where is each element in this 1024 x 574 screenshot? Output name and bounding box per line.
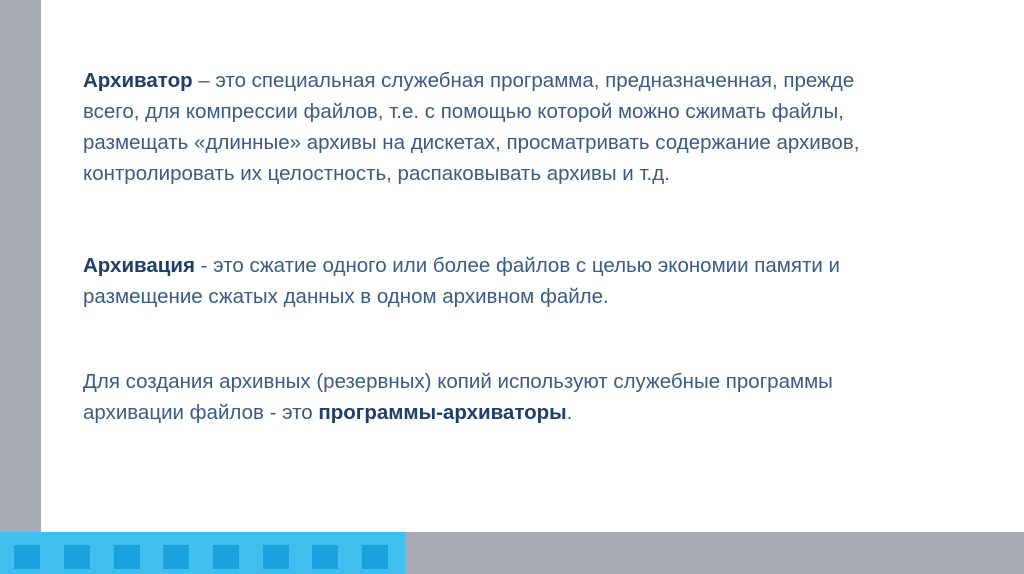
decorative-square [163, 545, 189, 569]
text-line [83, 397, 983, 428]
decorative-square [312, 545, 338, 569]
decorative-square [64, 545, 90, 569]
definition-text: всего, для компрессии файлов, т.е. с помощью которой можно сжимать файлы, [83, 100, 844, 123]
decorative-square [362, 545, 388, 569]
definition-text: размещать «длинные» архивы на дискетах, просматривать содержание архивов, [83, 131, 860, 154]
archiving-term: Архивация [83, 254, 195, 277]
text-line [83, 250, 983, 281]
paragraph-text: архивации файлов - это [83, 401, 319, 424]
decorative-square [114, 545, 140, 569]
decorative-square [263, 545, 289, 569]
decorative-square [14, 545, 40, 569]
definition-text: контролировать их целостность, распаковывать архивы и т.д. [83, 162, 670, 185]
definition-text: – это специальная служебная программа, предназначенная, прежде [192, 69, 855, 92]
archiver-definition [83, 65, 983, 189]
paragraph-text: Для создания архивных (резервных) копий используют служебные программы [83, 370, 833, 393]
left-decorative-bar [0, 0, 41, 532]
decorative-square [213, 545, 239, 569]
archiving-definition [83, 250, 983, 312]
bottom-blue-strip [0, 532, 405, 574]
archivers-term: программы-архиваторы [318, 401, 567, 424]
paragraph-text: . [566, 401, 573, 424]
definition-text: - это сжатие одного или более файлов с целью экономии памяти и [194, 254, 840, 277]
definition-text: размещение сжатых данных в одном архивном файле. [83, 285, 609, 308]
archiver-term: Архиватор [83, 69, 193, 92]
backup-paragraph [83, 366, 983, 428]
text-line [83, 65, 983, 96]
